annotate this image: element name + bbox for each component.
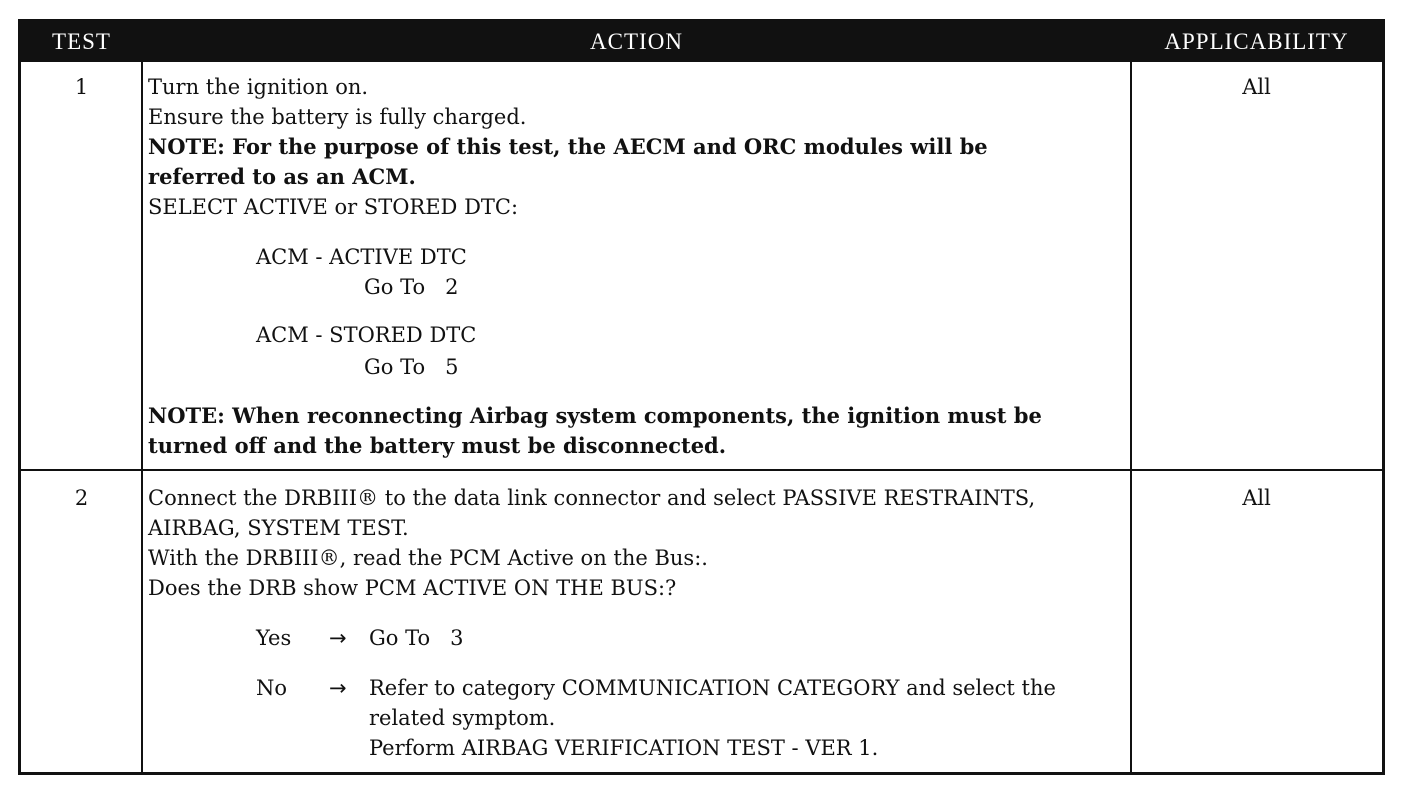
option-label: ACM - STORED DTC [256, 323, 477, 347]
header-action: ACTION [590, 29, 683, 54]
option-label: ACM - ACTIVE DTC [256, 245, 467, 269]
test-number: 1 [74, 75, 89, 99]
note-line: NOTE: For the purpose of this test, the AECM and ORC modules will be [148, 134, 988, 159]
column-divider [1130, 62, 1132, 772]
answer-text: Perform AIRBAG VERIFICATION TEST - VER 1. [369, 736, 879, 760]
applicability-value: All [1242, 75, 1271, 99]
diagnostic-table [18, 19, 1385, 775]
arrow-icon: → [329, 626, 347, 650]
answer-text: related symptom. [369, 706, 556, 730]
row-divider [21, 469, 1382, 471]
note-line: NOTE: When reconnecting Airbag system components, the ignition must be [148, 403, 1042, 428]
answer-text: Refer to category COMMUNICATION CATEGORY and select the [369, 676, 1056, 700]
answer-label: Yes [256, 626, 292, 650]
header-test: TEST [52, 29, 111, 54]
action-line: Does the DRB show PCM ACTIVE ON THE BUS:? [148, 576, 677, 600]
arrow-icon: → [329, 676, 347, 700]
goto-link[interactable]: Go To 3 [369, 626, 464, 650]
applicability-value: All [1242, 486, 1271, 510]
select-prompt: SELECT ACTIVE or STORED DTC: [148, 195, 519, 219]
action-line: Connect the DRBIII® to the data link connector and select PASSIVE RESTRAINTS, [148, 486, 1036, 510]
note-line: referred to as an ACM. [148, 164, 416, 189]
header-applicability: APPLICABILITY [1164, 29, 1349, 54]
action-line: Turn the ignition on. [148, 75, 369, 99]
action-line: Ensure the battery is fully charged. [148, 105, 527, 129]
column-divider [141, 62, 143, 772]
table-header [21, 22, 1382, 62]
goto-link[interactable]: Go To 2 [364, 275, 459, 299]
action-line: AIRBAG, SYSTEM TEST. [148, 516, 409, 540]
answer-label: No [256, 676, 288, 700]
test-number: 2 [74, 486, 89, 510]
note-line: turned off and the battery must be disconnected. [148, 433, 727, 458]
goto-link[interactable]: Go To 5 [364, 355, 459, 379]
action-line: With the DRBIII®, read the PCM Active on the Bus:. [148, 546, 708, 570]
